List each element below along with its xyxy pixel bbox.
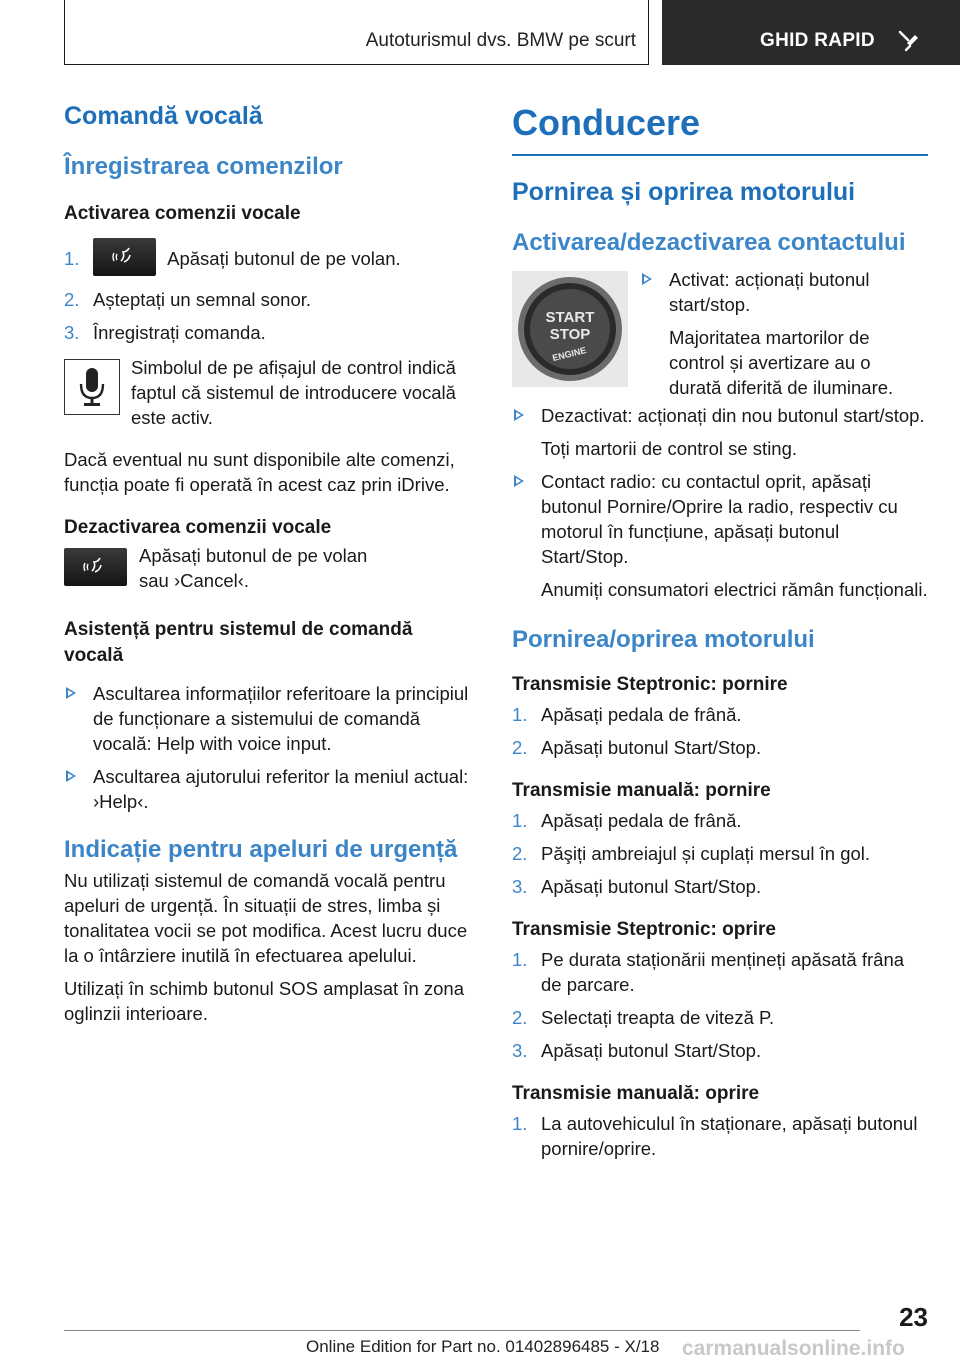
- step-number: 2.: [512, 843, 528, 864]
- microphone-symbol: [64, 359, 120, 415]
- voice-button-image: [64, 548, 127, 586]
- list-item: [512, 403, 928, 461]
- idrive-note: Dacă eventual nu sunt disponibile alte comenzi, funcția poate fi operată în acest caz prin iDrive.: [64, 449, 455, 495]
- step-text: Apăsați butonul Start/Stop.: [541, 1040, 762, 1061]
- heading-assistance: Asistență pentru sistemul de comandă vocală: [64, 619, 413, 666]
- symbol-note-block: [64, 355, 476, 431]
- radio-note: Anumiți consumatori electrici rămân funcționali.: [541, 579, 928, 600]
- step-number: 1.: [512, 704, 528, 725]
- triangle-bullet-icon: [66, 770, 76, 782]
- list-item: [512, 808, 928, 833]
- emergency-paragraph-1: Nu utilizați sistemul de comandă vocală pentru apeluri de urgență. În situații de stres, limba și tonalitatea vocii se pot modifica. Acest lucru duce la o întârziere inutilă în efectuarea apelului.: [64, 870, 468, 966]
- heading-steptronic-stop: Transmisie Steptronic: oprire: [512, 919, 776, 940]
- step-text: Înregistrați comanda.: [93, 322, 266, 343]
- list-item: [512, 1005, 928, 1030]
- step-text: Așteptați un semnal sonor.: [93, 289, 312, 310]
- heading-deactivation: Dezactivarea comenzii vocale: [64, 517, 332, 538]
- start-stop-button-icon: [516, 275, 624, 383]
- start-stop-block: [512, 271, 928, 401]
- list-item: [64, 320, 476, 345]
- footer-watermark: carmanualsonline.info: [682, 1337, 905, 1360]
- start-label: START: [545, 309, 595, 326]
- step-text: Apăsați butonul Start/Stop.: [541, 876, 762, 897]
- tool-icon: [897, 28, 921, 52]
- step-number: 3.: [512, 1040, 528, 1061]
- step-text: Apăsați pedala de frână.: [541, 704, 742, 725]
- activated-block: [640, 267, 928, 400]
- footer-divider: [64, 1330, 860, 1331]
- step-text: Păşiți ambreiajul și cuplați mersul în gol.: [541, 843, 871, 864]
- heading-contact: Activarea/dezactivarea contactului: [512, 229, 906, 256]
- emergency-paragraph-2: Utilizați în schimb butonul SOS amplasat în zona oglinzii interioare.: [64, 978, 464, 1024]
- step-number: 1.: [64, 248, 80, 269]
- deactivation-text: Apăsați butonul de pe volan sau ›Cancel‹.: [139, 545, 368, 591]
- right-column: [512, 100, 928, 1161]
- list-item: [512, 874, 928, 899]
- step-text: Apăsați butonul de pe volan.: [167, 248, 401, 269]
- voice-button-image: [93, 238, 156, 276]
- step-number: 2.: [64, 289, 80, 310]
- triangle-bullet-icon: [514, 475, 524, 487]
- heading-engine: Pornirea/oprirea motorului: [512, 626, 815, 653]
- page-number: 23: [899, 1302, 928, 1332]
- heading-activation: Activarea comenzii vocale: [64, 203, 301, 224]
- left-column: [64, 100, 476, 1026]
- step-number: 1.: [512, 949, 528, 970]
- activated-text: Activat: acționați butonul start/stop.: [669, 269, 870, 315]
- header-tab-left: [64, 0, 649, 65]
- engine-label: ENGINE: [551, 345, 588, 364]
- step-number: 3.: [64, 322, 80, 343]
- manual-start-steps: [512, 808, 928, 899]
- heading-manual-stop: Transmisie manuală: oprire: [512, 1083, 760, 1104]
- chapter-title: Conducere: [512, 102, 928, 156]
- assist-text: Ascultarea ajutorului referitor la meniul actual: ›Help‹.: [93, 766, 469, 812]
- list-item: [640, 267, 928, 400]
- header-right-title: GHID RAPID: [760, 30, 875, 51]
- header-tab-right: [662, 0, 960, 65]
- header-left-title: Autoturismul dvs. BMW pe scurt: [365, 30, 636, 51]
- step-text: Pe durata staționării mențineți apăsată frâna de parcare.: [541, 949, 905, 995]
- step-number: 2.: [512, 1007, 528, 1028]
- microphone-icon: [77, 366, 107, 408]
- start-stop-button-image: [512, 271, 628, 387]
- step-text: Apăsați pedala de frână.: [541, 810, 742, 831]
- triangle-bullet-icon: [66, 687, 76, 699]
- contact-list: [512, 403, 928, 602]
- step-text: Apăsați butonul Start/Stop.: [541, 737, 762, 758]
- triangle-bullet-icon: [642, 273, 652, 285]
- step-text: Selectați treapta de viteză P.: [541, 1007, 775, 1028]
- list-item: [512, 469, 928, 602]
- deactivated-text: Dezactivat: acționați din nou butonul start/stop.: [541, 405, 925, 426]
- activation-steps: [64, 239, 476, 345]
- manual-stop-steps: [512, 1111, 928, 1161]
- heading-emergency: Indicație pentru apeluri de urgență: [64, 836, 458, 863]
- heading-manual-start: Transmisie manuală: pornire: [512, 780, 771, 801]
- activated-note: Majoritatea martorilor de control și avertizare au o durată diferită de iluminare.: [669, 327, 894, 398]
- assistance-list: [64, 681, 476, 814]
- subsection-title-recording: Înregistrarea comenzilor: [64, 153, 343, 180]
- steptronic-stop-steps: [512, 947, 928, 1063]
- stop-label: STOP: [549, 326, 591, 343]
- symbol-note: Simbolul de pe afișajul de control indică faptul că sistemul de introducere vocală este activ.: [131, 357, 456, 428]
- list-item: [512, 947, 928, 997]
- list-item: [512, 1038, 928, 1063]
- assist-text: Ascultarea informațiilor referitoare la principiul de funcționare a sistemului de comandă vocală: Help with voice input.: [93, 683, 469, 754]
- step-number: 2.: [512, 737, 528, 758]
- list-item: [512, 1111, 928, 1161]
- list-item: [64, 239, 476, 279]
- deactivation-block: [64, 545, 476, 597]
- step-number: 3.: [512, 876, 528, 897]
- list-item: [64, 287, 476, 312]
- voice-command-icon: [82, 556, 110, 578]
- list-item: [64, 681, 476, 756]
- footer-edition: Online Edition for Part no. 01402896485 - X/18: [306, 1337, 660, 1356]
- radio-text: Contact radio: cu contactul oprit, apăsați butonul Pornire/Oprire la radio, respectiv cu motorul în funcțiune, apăsați butonul Start/Stop.: [541, 471, 898, 567]
- list-item: [512, 841, 928, 866]
- section-title-voice: Comandă vocală: [64, 102, 263, 130]
- list-item: [512, 702, 928, 727]
- step-number: 1.: [512, 810, 528, 831]
- deactivated-note: Toți martorii de control se sting.: [541, 438, 798, 459]
- step-number: 1.: [512, 1113, 528, 1134]
- section-title-engine: Pornirea și oprirea motorului: [512, 178, 856, 206]
- triangle-bullet-icon: [514, 409, 524, 421]
- list-item: [512, 735, 928, 760]
- voice-command-icon: [111, 246, 139, 268]
- list-item: [64, 764, 476, 814]
- heading-steptronic-start: Transmisie Steptronic: pornire: [512, 674, 788, 695]
- steptronic-start-steps: [512, 702, 928, 760]
- step-text: La autovehiculul în staționare, apăsați butonul pornire/oprire.: [541, 1113, 918, 1159]
